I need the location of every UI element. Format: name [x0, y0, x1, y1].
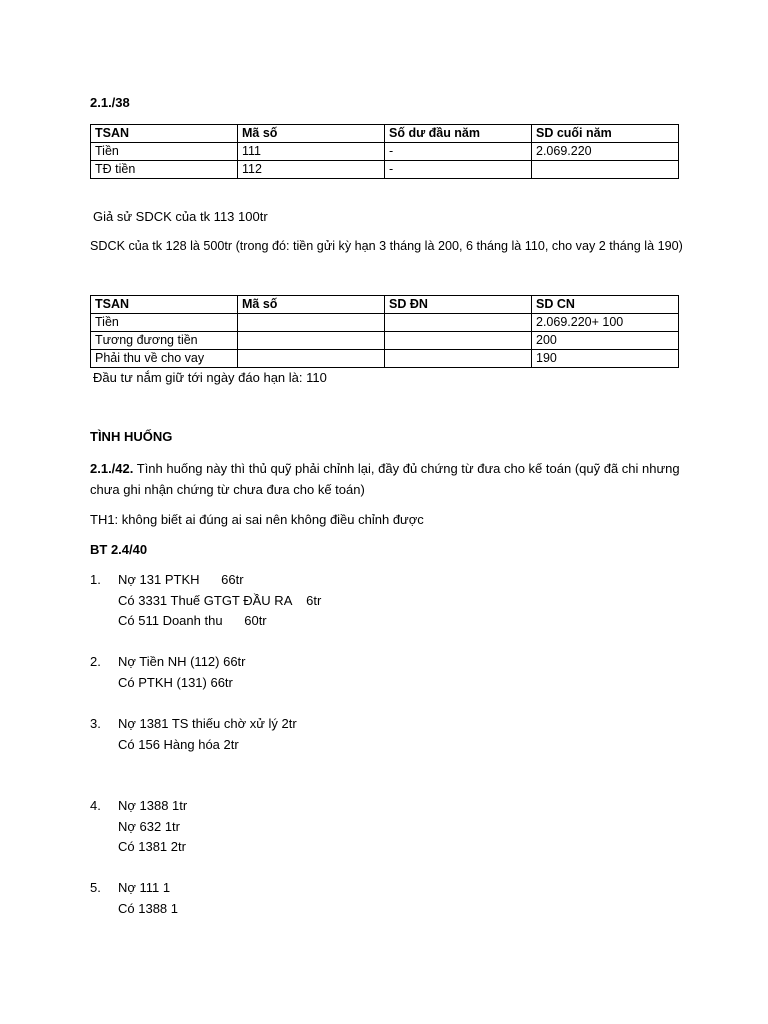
table-row — [91, 143, 679, 161]
table-row — [91, 350, 679, 368]
table-header-cell: SD cuối năm — [532, 125, 679, 143]
list-item — [90, 652, 246, 693]
note-sdck-128: SDCK của tk 128 là 500tr (trong đó: tiền gửi kỳ hạn 3 tháng là 200, 6 tháng là 110, cho vay 2 tháng là 190) — [90, 239, 683, 253]
table-cell — [238, 332, 385, 350]
table-cell: 190 — [532, 350, 679, 368]
situation-case-text: Tình huống này thì thủ quỹ phải chỉnh lại, đầy đủ chứng từ đưa cho kế toán (quỹ đã chi nhưng chưa ghi nhận chứng từ chưa đưa cho kế toán) — [90, 461, 680, 497]
list-item-number: 1. — [90, 572, 101, 587]
table-header-cell: Mã số — [238, 296, 385, 314]
situation-heading: TÌNH HUỐNG — [90, 429, 173, 444]
table-cell: 112 — [238, 161, 385, 179]
list-item — [90, 796, 188, 858]
list-item-line: Có 511 Doanh thu 60tr — [118, 613, 267, 628]
balance-table-2 — [90, 295, 679, 368]
table-cell: Phải thu về cho vay — [91, 350, 238, 368]
note-sdck-113: Giả sử SDCK của tk 113 100tr — [93, 209, 268, 224]
table-cell: 2.069.220+ 100 — [532, 314, 679, 332]
exercise-heading: BT 2.4/40 — [90, 542, 148, 557]
list-item-line: Có PTKH (131) 66tr — [118, 674, 233, 690]
table-cell: 2.069.220 — [532, 143, 679, 161]
situation-case-label: 2.1./42. — [90, 461, 134, 476]
list-item — [90, 714, 297, 755]
balance-table-1 — [90, 124, 679, 179]
table-header-cell: SD CN — [532, 296, 679, 314]
table-header-row — [91, 125, 679, 143]
list-item-number: 3. — [90, 716, 101, 731]
table-header-cell: SD ĐN — [385, 296, 532, 314]
table-cell: Tiền — [91, 143, 238, 161]
table-cell — [385, 314, 532, 332]
table-cell: 200 — [532, 332, 679, 350]
list-item-line: Có 1381 2tr — [118, 839, 186, 854]
table-header-cell: TSAN — [91, 296, 238, 314]
table-cell — [532, 161, 679, 179]
table-cell — [385, 332, 532, 350]
list-item-number: 4. — [90, 798, 101, 813]
section-heading-2-1-38: 2.1./38 — [90, 95, 130, 110]
table-cell: - — [385, 161, 532, 179]
note-dau-tu: Đầu tư nắm giữ tới ngày đáo hạn là: 110 — [93, 370, 327, 385]
table-cell: 111 — [238, 143, 385, 161]
table-row — [91, 314, 679, 332]
table-cell: TĐ tiền — [91, 161, 238, 179]
table-row — [91, 161, 679, 179]
table-header-cell: TSAN — [91, 125, 238, 143]
table-cell — [238, 314, 385, 332]
list-item-line: Nợ 632 1tr — [118, 818, 180, 834]
table-header-row — [91, 296, 679, 314]
situation-case — [90, 458, 680, 500]
list-item-line: Nợ 1388 1tr — [118, 798, 188, 813]
table-cell — [385, 350, 532, 368]
table-cell: Tiền — [91, 314, 238, 332]
table-cell: Tương đương tiền — [91, 332, 238, 350]
list-item-line: Có 3331 Thuế GTGT ĐẦU RA 6tr — [118, 592, 322, 608]
list-item-line: Nợ 111 1 — [118, 880, 171, 895]
list-item — [90, 570, 322, 632]
list-item-line: Nợ 1381 TS thiếu chờ xử lý 2tr — [118, 716, 297, 731]
table-header-cell: Số dư đầu năm — [385, 125, 532, 143]
list-item-line: Có 1388 1 — [118, 900, 178, 916]
list-item — [90, 878, 178, 919]
table-header-cell: Mã số — [238, 125, 385, 143]
table-row — [91, 332, 679, 350]
list-item-line: Nợ 131 PTKH 66tr — [118, 572, 244, 587]
list-item-number: 5. — [90, 880, 101, 895]
list-item-line: Nợ Tiền NH (112) 66tr — [118, 654, 246, 669]
table-cell: - — [385, 143, 532, 161]
situation-th1: TH1: không biết ai đúng ai sai nên không điều chỉnh được — [90, 512, 424, 527]
table-cell — [238, 350, 385, 368]
list-item-line: Có 156 Hàng hóa 2tr — [118, 736, 239, 752]
list-item-number: 2. — [90, 654, 101, 669]
